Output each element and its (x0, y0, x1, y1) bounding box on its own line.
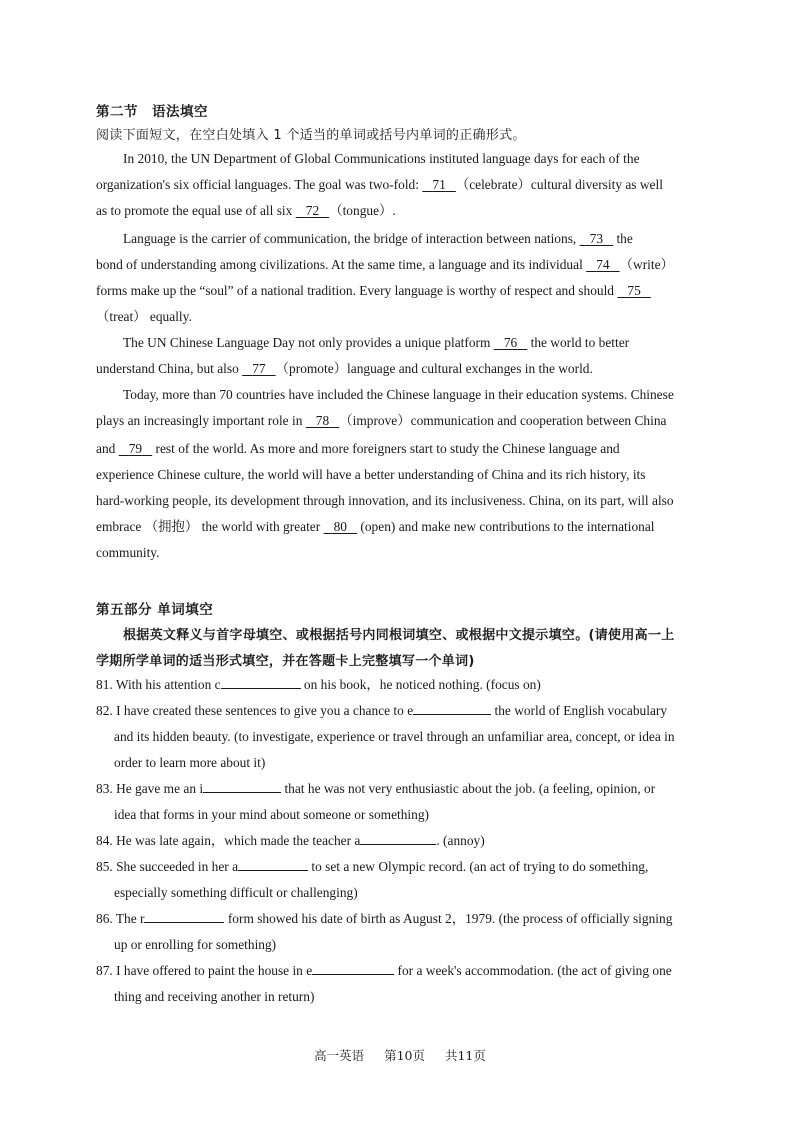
blank-74[interactable]: 74 (596, 257, 610, 272)
passage-line: embrace （拥抱） the world with greater 80 (open) and make new contributions to the international (96, 519, 655, 534)
blank-77[interactable]: 77 (252, 361, 266, 376)
passage-line: bond of understanding among civilizations. At the same time, a language and its individual 74 （write） (96, 257, 674, 272)
section-instruction-grammar: 阅读下面短文，在空白处填入 1 个适当的单词或括号内单词的正确形式。 (96, 128, 526, 143)
question-86: 86. The r form showed his date of birth as August 2，1979. (the process of officially signing (96, 911, 673, 926)
question-82-cont: and its hidden beauty. (to investigate, experience or travel through an unfamiliar area, concept, or idea in (114, 729, 675, 744)
section-instruction-vocab-l1: 根据英文释义与首字母填空、或根据括号内同根词填空、或根据中文提示填空。(请使用高一上 (123, 628, 675, 643)
question-86-cont: up or enrolling for something) (114, 937, 277, 952)
blank-80[interactable]: 80 (333, 519, 347, 534)
answer-blank-83[interactable] (203, 780, 281, 793)
blank-72[interactable]: 72 (305, 203, 320, 218)
passage-line: The UN Chinese Language Day not only provides a unique platform 76 the world to better (123, 335, 630, 350)
page-footer (0, 1046, 800, 1064)
passage-line: organization's six official languages. The goal was two-fold: 71 （celebrate）cultural diversity as well (96, 177, 663, 192)
blank-79[interactable]: 79 (128, 441, 143, 456)
answer-blank-85[interactable] (238, 858, 308, 871)
answer-blank-82[interactable] (413, 702, 491, 715)
answer-blank-87[interactable] (312, 962, 394, 975)
footer-page-number: 第10页 (384, 1048, 425, 1063)
question-83: 83. He gave me an i that he was not very enthusiastic about the job. (a feeling, opinion, or (96, 781, 656, 796)
section-instruction-vocab-l2: 学期所学单词的适当形式填空，并在答题卡上完整填写一个单词) (96, 654, 475, 669)
blank-78[interactable]: 78 (315, 413, 330, 428)
question-84: 84. He was late again，which made the teacher a . (annoy) (96, 833, 485, 848)
passage-line: experience Chinese culture, the world will have a better understanding of China and its rich history, its (96, 467, 646, 482)
blank-71[interactable]: 71 (432, 177, 446, 192)
question-82: 82. I have created these sentences to give you a chance to e the world of English vocabulary (96, 703, 668, 718)
passage-line: understand China, but also 77 （promote）language and cultural exchanges in the world. (96, 361, 593, 376)
passage-line: plays an increasingly important role in 78 （improve）communication and cooperation between China (96, 413, 667, 428)
section-title-grammar: 第二节 语法填空 (96, 104, 208, 120)
answer-blank-86[interactable] (144, 910, 224, 923)
passage-line: hard-working people, its development through innovation, and its inclusiveness. China, on its part, will also (96, 493, 674, 508)
question-87-cont: thing and receiving another in return) (114, 989, 315, 1004)
passage-line: community. (96, 545, 160, 560)
answer-blank-84[interactable] (360, 832, 436, 845)
footer-subject: 高一英语 (314, 1048, 365, 1063)
blank-73[interactable]: 73 (589, 231, 604, 246)
passage-line: （treat） equally. (96, 309, 192, 324)
question-81: 81. With his attention c on his book，he noticed nothing. (focus on) (96, 677, 541, 692)
section-title-vocab: 第五部分 单词填空 (96, 602, 214, 618)
answer-blank-81[interactable] (221, 676, 301, 689)
question-87: 87. I have offered to paint the house in e for a week's accommodation. (the act of giving one (96, 963, 672, 978)
passage-line: and 79 rest of the world. As more and more foreigners start to study the Chinese language and (96, 441, 620, 456)
blank-75[interactable]: 75 (627, 283, 641, 298)
question-83-cont: idea that forms in your mind about someone or something) (114, 807, 429, 822)
passage-line: Today, more than 70 countries have included the Chinese language in their education systems. Chinese (123, 387, 674, 402)
question-82-cont: order to learn more about it) (114, 755, 266, 770)
question-85-cont: especially something difficult or challenging) (114, 885, 358, 900)
blank-76[interactable]: 76 (503, 335, 518, 350)
passage-line: Language is the carrier of communication, the bridge of interaction between nations, 73 the (123, 231, 633, 246)
passage-line: as to promote the equal use of all six 72 （tongue）. (96, 203, 396, 218)
question-85: 85. She succeeded in her a to set a new Olympic record. (an act of trying to do something, (96, 859, 649, 874)
passage-line: In 2010, the UN Department of Global Communications instituted language days for each of the (123, 151, 640, 166)
footer-total-pages: 共11页 (444, 1048, 486, 1063)
passage-line: forms make up the “soul” of a national tradition. Every language is worthy of respect and should 75 (96, 282, 708, 300)
